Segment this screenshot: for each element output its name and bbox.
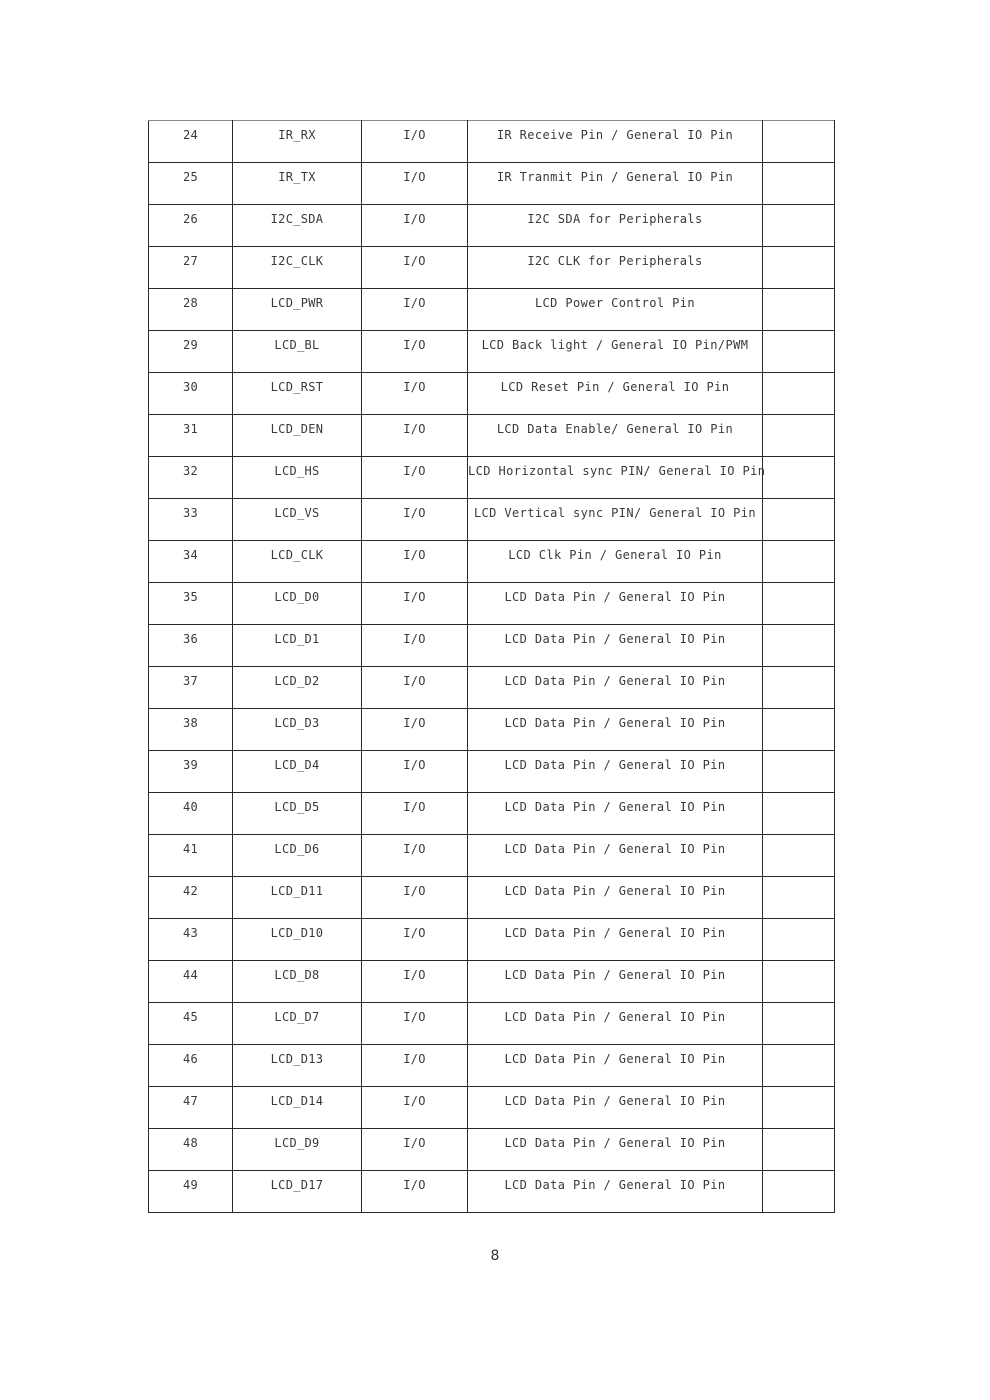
table-row [149, 541, 835, 583]
pin-type-cell [362, 1129, 468, 1171]
pin-name-cell-text: LCD_D4 [274, 758, 320, 772]
pin-name-cell-text: LCD_D9 [274, 1136, 320, 1150]
table-row [149, 961, 835, 1003]
pin-number-cell-text: 26 [182, 212, 199, 226]
table-row [149, 163, 835, 205]
table-row [149, 751, 835, 793]
pin-name-cell-text: LCD_D17 [270, 1178, 324, 1192]
pin-description-cell [468, 163, 763, 205]
pin-number-cell-text: 32 [182, 464, 199, 478]
pin-description-cell [468, 961, 763, 1003]
pin-type-cell [362, 877, 468, 919]
pin-number-cell-text: 43 [182, 926, 199, 940]
pin-name-cell-text: LCD_PWR [270, 296, 324, 310]
pin-number-cell [149, 163, 233, 205]
pin-number-cell [149, 457, 233, 499]
pin-note-cell-text [763, 289, 834, 297]
pin-note-cell [763, 331, 835, 373]
pin-number-cell-text: 35 [182, 590, 199, 604]
pin-note-cell [763, 541, 835, 583]
pin-name-cell [233, 1129, 362, 1171]
pin-type-cell-text: I/O [403, 548, 426, 562]
pin-number-cell-text: 27 [182, 254, 199, 268]
pin-name-cell-text: LCD_D11 [270, 884, 324, 898]
pin-description-cell-text: LCD Data Pin / General IO Pin [504, 716, 726, 730]
pin-type-cell [362, 583, 468, 625]
pin-description-cell [468, 751, 763, 793]
pin-type-cell-text: I/O [403, 758, 426, 772]
pin-number-cell [149, 709, 233, 751]
pin-note-cell-text [763, 625, 834, 633]
table-row [149, 415, 835, 457]
pin-number-cell-text: 38 [182, 716, 199, 730]
pin-number-cell-text: 39 [182, 758, 199, 772]
pin-description-cell [468, 1087, 763, 1129]
pin-name-cell-text: LCD_D7 [274, 1010, 320, 1024]
pin-description-cell-text: LCD Vertical sync PIN/ General IO Pin [473, 506, 757, 520]
page-number: 8 [490, 1248, 500, 1264]
pin-note-cell [763, 499, 835, 541]
pin-name-cell-text: I2C_SDA [270, 212, 324, 226]
pin-description-cell [468, 289, 763, 331]
pin-type-cell-text: I/O [403, 464, 426, 478]
pin-name-cell [233, 1171, 362, 1213]
pin-note-cell [763, 625, 835, 667]
pin-number-cell-text: 45 [182, 1010, 199, 1024]
pin-number-cell [149, 793, 233, 835]
pin-number-cell [149, 919, 233, 961]
pin-name-cell-text: LCD_D6 [274, 842, 320, 856]
pin-note-cell-text [763, 331, 834, 339]
pin-name-cell [233, 667, 362, 709]
pin-note-cell [763, 1087, 835, 1129]
pin-type-cell [362, 163, 468, 205]
pin-note-cell [763, 163, 835, 205]
pin-type-cell-text: I/O [403, 1010, 426, 1024]
pin-note-cell-text [763, 1003, 834, 1011]
pin-description-cell [468, 1129, 763, 1171]
pin-number-cell-text: 49 [182, 1178, 199, 1192]
pin-note-cell-text [763, 121, 834, 129]
pin-name-cell [233, 793, 362, 835]
pin-number-cell [149, 835, 233, 877]
table-row [149, 289, 835, 331]
pin-type-cell [362, 457, 468, 499]
pin-number-cell [149, 1003, 233, 1045]
pin-type-cell-text: I/O [403, 632, 426, 646]
pin-description-cell-text: LCD Data Pin / General IO Pin [504, 884, 726, 898]
pin-type-cell [362, 331, 468, 373]
pin-type-cell [362, 835, 468, 877]
pin-note-cell [763, 121, 835, 163]
pin-note-cell [763, 709, 835, 751]
pin-description-cell [468, 1171, 763, 1213]
pin-description-cell [468, 541, 763, 583]
pin-number-cell-text: 48 [182, 1136, 199, 1150]
pin-type-cell-text: I/O [403, 1178, 426, 1192]
pin-description-cell-text: LCD Data Pin / General IO Pin [504, 758, 726, 772]
pin-number-cell [149, 247, 233, 289]
table-row [149, 625, 835, 667]
pin-type-cell [362, 499, 468, 541]
pin-description-cell-text: LCD Data Pin / General IO Pin [504, 1052, 726, 1066]
pin-note-cell [763, 1045, 835, 1087]
pin-type-cell [362, 373, 468, 415]
pin-note-cell [763, 1129, 835, 1171]
pin-name-cell-text: LCD_D0 [274, 590, 320, 604]
pin-type-cell [362, 205, 468, 247]
pin-type-cell-text: I/O [403, 884, 426, 898]
pin-name-cell-text: IR_RX [278, 128, 316, 142]
pin-description-cell-text: IR Receive Pin / General IO Pin [496, 128, 734, 142]
pin-type-cell [362, 1003, 468, 1045]
pin-note-cell-text [763, 163, 834, 171]
pin-note-cell [763, 205, 835, 247]
pin-name-cell [233, 1087, 362, 1129]
pin-type-cell-text: I/O [403, 338, 426, 352]
pin-description-cell-text: LCD Data Pin / General IO Pin [504, 926, 726, 940]
pin-number-cell [149, 205, 233, 247]
pin-note-cell [763, 919, 835, 961]
pin-number-cell [149, 625, 233, 667]
pin-name-cell-text: LCD_D1 [274, 632, 320, 646]
pin-name-cell [233, 541, 362, 583]
table-row [149, 1129, 835, 1171]
pin-note-cell [763, 961, 835, 1003]
pin-note-cell [763, 457, 835, 499]
pin-type-cell [362, 709, 468, 751]
pin-description-cell-text: LCD Clk Pin / General IO Pin [508, 548, 722, 562]
pin-note-cell-text [763, 667, 834, 675]
pin-name-cell [233, 415, 362, 457]
pin-number-cell [149, 331, 233, 373]
pin-note-cell-text [763, 583, 834, 591]
table-row [149, 121, 835, 163]
pin-name-cell [233, 625, 362, 667]
pin-note-cell-text [763, 919, 834, 927]
pin-number-cell [149, 541, 233, 583]
pin-note-cell [763, 583, 835, 625]
pin-name-cell-text: LCD_HS [274, 464, 320, 478]
pin-description-cell-text: LCD Data Pin / General IO Pin [504, 632, 726, 646]
pin-name-cell-text: LCD_RST [270, 380, 324, 394]
table-row [149, 667, 835, 709]
pin-type-cell-text: I/O [403, 674, 426, 688]
pin-type-cell [362, 1087, 468, 1129]
pin-description-cell-text: LCD Data Pin / General IO Pin [504, 1136, 726, 1150]
pin-note-cell [763, 877, 835, 919]
pin-type-cell-text: I/O [403, 716, 426, 730]
pin-note-cell-text [763, 499, 834, 507]
pin-type-cell [362, 961, 468, 1003]
pin-type-cell [362, 919, 468, 961]
table-row [149, 583, 835, 625]
pin-note-cell [763, 835, 835, 877]
pin-description-cell [468, 793, 763, 835]
pin-number-cell [149, 1087, 233, 1129]
pin-name-cell [233, 289, 362, 331]
pin-type-cell [362, 289, 468, 331]
pin-name-cell-text: LCD_DEN [270, 422, 324, 436]
pin-name-cell-text: LCD_BL [274, 338, 320, 352]
pin-type-cell [362, 793, 468, 835]
pin-name-cell-text: LCD_D13 [270, 1052, 324, 1066]
table-row [149, 499, 835, 541]
pin-name-cell-text: IR_TX [278, 170, 316, 184]
pin-number-cell-text: 28 [182, 296, 199, 310]
pin-note-cell [763, 247, 835, 289]
pin-note-cell [763, 793, 835, 835]
pin-name-cell [233, 331, 362, 373]
pin-number-cell-text: 46 [182, 1052, 199, 1066]
pin-name-cell [233, 247, 362, 289]
table-row [149, 373, 835, 415]
pin-note-cell-text [763, 961, 834, 969]
table-row [149, 835, 835, 877]
pin-name-cell [233, 457, 362, 499]
pin-number-cell-text: 36 [182, 632, 199, 646]
pin-name-cell [233, 1045, 362, 1087]
pin-description-cell [468, 835, 763, 877]
pin-note-cell [763, 751, 835, 793]
table-row [149, 1171, 835, 1213]
pin-number-cell [149, 1129, 233, 1171]
table-row [149, 205, 835, 247]
pin-number-cell-text: 37 [182, 674, 199, 688]
pin-type-cell-text: I/O [403, 1136, 426, 1150]
pin-description-cell-text: LCD Data Pin / General IO Pin [504, 1178, 726, 1192]
pin-name-cell [233, 877, 362, 919]
pin-type-cell-text: I/O [403, 842, 426, 856]
pin-note-cell-text [763, 415, 834, 423]
pin-note-cell-text [763, 247, 834, 255]
pin-note-cell-text [763, 793, 834, 801]
table-row [149, 1003, 835, 1045]
pin-description-cell-text: LCD Data Pin / General IO Pin [504, 1094, 726, 1108]
table-body [149, 121, 835, 1213]
pin-name-cell [233, 1003, 362, 1045]
pin-description-cell [468, 121, 763, 163]
pin-description-cell [468, 919, 763, 961]
pin-name-cell [233, 751, 362, 793]
pin-number-cell-text: 33 [182, 506, 199, 520]
pin-type-cell [362, 1045, 468, 1087]
pin-number-cell [149, 1045, 233, 1087]
pin-number-cell [149, 499, 233, 541]
pin-note-cell-text [763, 751, 834, 759]
pin-number-cell-text: 47 [182, 1094, 199, 1108]
pin-number-cell [149, 415, 233, 457]
pin-note-cell-text [763, 1171, 834, 1179]
pin-type-cell [362, 415, 468, 457]
pin-number-cell [149, 751, 233, 793]
pin-name-cell [233, 835, 362, 877]
pin-description-cell [468, 625, 763, 667]
pin-name-cell [233, 709, 362, 751]
pin-description-cell-text: LCD Reset Pin / General IO Pin [500, 380, 730, 394]
pin-description-cell [468, 205, 763, 247]
pin-description-cell [468, 415, 763, 457]
pin-number-cell-text: 41 [182, 842, 199, 856]
pin-type-cell-text: I/O [403, 926, 426, 940]
pin-number-cell [149, 667, 233, 709]
pin-note-cell-text [763, 1087, 834, 1095]
pin-description-cell [468, 457, 766, 499]
pin-note-cell-text [763, 541, 834, 549]
pin-note-cell [763, 1003, 835, 1045]
pin-description-cell-text: LCD Horizontal sync PIN/ General IO Pin [468, 464, 766, 478]
pin-description-cell [468, 583, 763, 625]
pin-name-cell [233, 583, 362, 625]
pin-note-cell-text [763, 835, 834, 843]
pin-type-cell-text: I/O [403, 128, 426, 142]
pin-type-cell-text: I/O [403, 800, 426, 814]
pin-description-cell-text: LCD Data Pin / General IO Pin [504, 674, 726, 688]
pin-number-cell-text: 42 [182, 884, 199, 898]
pin-name-cell-text: LCD_D14 [270, 1094, 324, 1108]
pin-number-cell [149, 121, 233, 163]
pin-type-cell-text: I/O [403, 170, 426, 184]
pin-number-cell [149, 961, 233, 1003]
pin-type-cell-text: I/O [403, 506, 426, 520]
table-row [149, 331, 835, 373]
pin-description-cell-text: LCD Data Pin / General IO Pin [504, 842, 726, 856]
pin-name-cell [233, 499, 362, 541]
pin-number-cell-text: 31 [182, 422, 199, 436]
pin-type-cell-text: I/O [403, 968, 426, 982]
pin-number-cell-text: 44 [182, 968, 199, 982]
pin-type-cell-text: I/O [403, 296, 426, 310]
pin-description-cell [468, 1003, 763, 1045]
pin-note-cell [763, 667, 835, 709]
pin-type-cell-text: I/O [403, 254, 426, 268]
pin-name-cell [233, 373, 362, 415]
pin-definition-table [148, 120, 835, 1213]
pin-number-cell-text: 29 [182, 338, 199, 352]
pin-description-cell-text: LCD Power Control Pin [534, 296, 696, 310]
pin-description-cell-text: LCD Data Pin / General IO Pin [504, 590, 726, 604]
pin-note-cell [763, 415, 835, 457]
pin-type-cell-text: I/O [403, 422, 426, 436]
pin-name-cell-text: LCD_D3 [274, 716, 320, 730]
pin-name-cell [233, 163, 362, 205]
pin-type-cell [362, 121, 468, 163]
pin-description-cell [468, 667, 763, 709]
pin-type-cell [362, 667, 468, 709]
table-row [149, 709, 835, 751]
pin-description-cell-text: LCD Data Pin / General IO Pin [504, 1010, 726, 1024]
pin-type-cell [362, 751, 468, 793]
pin-note-cell [763, 373, 835, 415]
pin-number-cell [149, 877, 233, 919]
pin-description-cell-text: LCD Data Pin / General IO Pin [504, 800, 726, 814]
pin-name-cell [233, 961, 362, 1003]
pin-name-cell-text: LCD_D10 [270, 926, 324, 940]
table-row [149, 1087, 835, 1129]
pin-description-cell [468, 1045, 763, 1087]
pin-number-cell-text: 40 [182, 800, 199, 814]
pin-description-cell [468, 877, 763, 919]
pin-note-cell-text [763, 205, 834, 213]
pin-note-cell-text [763, 1045, 834, 1053]
pin-number-cell-text: 30 [182, 380, 199, 394]
pin-description-cell-text: I2C SDA for Peripherals [527, 212, 703, 226]
pin-type-cell-text: I/O [403, 212, 426, 226]
pin-name-cell-text: I2C_CLK [270, 254, 324, 268]
pin-description-cell [468, 499, 763, 541]
pin-note-cell-text [763, 877, 834, 885]
pin-number-cell [149, 1171, 233, 1213]
pin-description-cell-text: LCD Data Pin / General IO Pin [504, 968, 726, 982]
pin-description-cell [468, 331, 763, 373]
table-row [149, 919, 835, 961]
pin-description-cell-text: LCD Back light / General IO Pin/PWM [481, 338, 749, 352]
pin-name-cell-text: LCD_VS [274, 506, 320, 520]
pin-description-cell-text: IR Tranmit Pin / General IO Pin [496, 170, 734, 184]
pin-number-cell-text: 34 [182, 548, 199, 562]
pin-type-cell [362, 247, 468, 289]
table-row [149, 457, 835, 499]
pin-note-cell [763, 289, 835, 331]
pin-description-cell [468, 709, 763, 751]
pin-note-cell-text [763, 373, 834, 381]
pin-type-cell-text: I/O [403, 1094, 426, 1108]
pin-description-cell-text: LCD Data Enable/ General IO Pin [496, 422, 734, 436]
pin-type-cell-text: I/O [403, 380, 426, 394]
table-row [149, 247, 835, 289]
pin-note-cell [763, 1171, 835, 1213]
pin-type-cell [362, 625, 468, 667]
pin-number-cell [149, 289, 233, 331]
pin-note-cell-text [763, 457, 834, 465]
table-row [149, 877, 835, 919]
pin-number-cell-text: 25 [182, 170, 199, 184]
pin-name-cell-text: LCD_D5 [274, 800, 320, 814]
pin-type-cell-text: I/O [403, 590, 426, 604]
pin-type-cell-text: I/O [403, 1052, 426, 1066]
pin-description-cell-text: I2C CLK for Peripherals [527, 254, 703, 268]
pin-name-cell-text: LCD_CLK [270, 548, 324, 562]
table-row [149, 793, 835, 835]
pin-note-cell-text [763, 1129, 834, 1137]
pin-name-cell [233, 205, 362, 247]
pin-type-cell [362, 541, 468, 583]
pin-number-cell-text: 24 [182, 128, 199, 142]
table-row [149, 1045, 835, 1087]
pin-name-cell-text: LCD_D2 [274, 674, 320, 688]
pin-name-cell [233, 121, 362, 163]
pin-type-cell [362, 1171, 468, 1213]
pin-number-cell [149, 583, 233, 625]
pin-note-cell-text [763, 709, 834, 717]
pin-name-cell [233, 919, 362, 961]
pin-description-cell [468, 373, 763, 415]
pin-number-cell [149, 373, 233, 415]
pin-description-cell [468, 247, 763, 289]
pin-name-cell-text: LCD_D8 [274, 968, 320, 982]
